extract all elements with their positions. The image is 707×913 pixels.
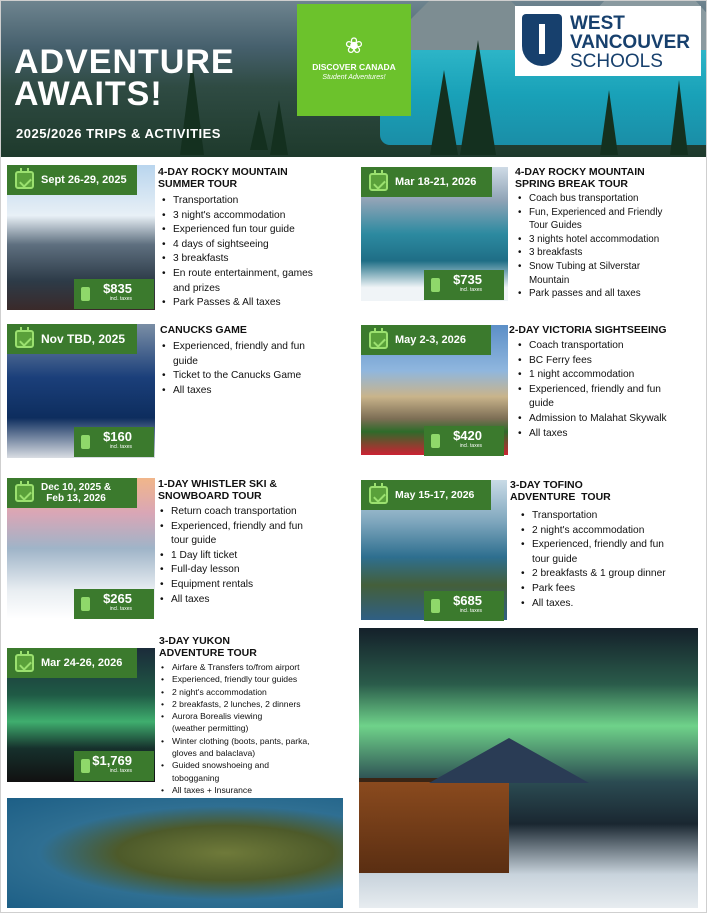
list-item: • Experienced, friendly and fun (158, 520, 353, 535)
calendar-check-icon (369, 173, 388, 191)
list-item-continued: tour guide (532, 553, 578, 565)
trip-date-badge (361, 480, 491, 510)
trip-date-badge (361, 325, 491, 355)
price-note: incl. taxes (459, 443, 482, 449)
price-tag-icon (81, 597, 90, 611)
list-item: • Winter clothing (boots, pants, parka, (159, 735, 355, 747)
price-tag-icon (431, 434, 440, 448)
list-item: • Return coach transportation (158, 505, 353, 520)
list-item: • Experienced, friendly and fun (516, 383, 706, 398)
list-item: • 2 breakfasts, 2 lunches, 2 dinners (159, 698, 355, 710)
price-note: incl. taxes (109, 768, 132, 774)
west-vancouver-schools-logo (515, 6, 701, 76)
logo-tagline: Student Adventures! (322, 74, 386, 81)
trip-price: $685 (453, 593, 482, 608)
trip-title (515, 166, 645, 190)
list-item: • 3 breakfasts (160, 252, 355, 267)
list-item: • 4 days of sightseeing (160, 238, 355, 253)
tree-shape (460, 40, 496, 155)
list-item-continued: Mountain (529, 274, 570, 286)
discover-canada-logo (297, 4, 411, 116)
trip-inclusions-list (519, 509, 705, 611)
trip-title (510, 479, 611, 503)
calendar-check-icon (369, 486, 388, 504)
price-tag-icon (81, 435, 90, 449)
trip-inclusions-list (159, 661, 355, 796)
trip-date-badge (7, 648, 137, 678)
list-item: • Experienced, friendly and fun (519, 538, 705, 553)
trip-title-line: 1-DAY WHISTLER SKI & (158, 478, 278, 490)
trip-title-line: 4-DAY ROCKY MOUNTAIN (158, 166, 288, 178)
calendar-check-icon (15, 171, 34, 189)
list-item-continued: (weather permitting) (172, 723, 249, 734)
list-item-continued: guide (173, 355, 198, 367)
list-item: • Park fees (519, 582, 705, 597)
list-item: • Transportation (160, 194, 355, 209)
title-line-1: ADVENTURE (14, 43, 235, 81)
trip-inclusions-list (516, 339, 706, 441)
list-item: • En route entertainment, games (160, 267, 355, 282)
trip-inclusions-list (160, 194, 355, 311)
price-badge (74, 279, 154, 309)
school-logo-line: SCHOOLS (570, 51, 663, 72)
trip-title (160, 324, 247, 336)
price-badge (424, 270, 504, 300)
trip-title-line: 2-DAY VICTORIA SIGHTSEEING (509, 324, 667, 336)
list-item: • Park passes and all taxes (516, 287, 704, 301)
trip-title (158, 166, 288, 190)
list-item: • Experienced, friendly tour guides (159, 673, 355, 685)
list-item: • Aurora Borealis viewing (159, 710, 355, 722)
price-badge (74, 751, 154, 781)
trip-title-line: SNOWBOARD TOUR (158, 490, 262, 502)
list-item: • Full-day lesson (158, 563, 353, 578)
list-item: • Guided snowshoeing and (159, 759, 355, 771)
calendar-check-icon (15, 654, 34, 672)
list-item: • BC Ferry fees (516, 354, 706, 369)
price-badge (424, 426, 504, 456)
list-item: • Experienced fun tour guide (160, 223, 355, 238)
list-item: • 1 night accommodation (516, 368, 706, 383)
trip-title-line: ADVENTURE TOUR (159, 647, 257, 659)
trip-date-badge (7, 165, 137, 195)
trip-price: $420 (453, 428, 482, 443)
list-item: • 1 Day lift ticket (158, 549, 353, 564)
trip-title-line: SUMMER TOUR (158, 178, 238, 190)
trip-price: $735 (453, 272, 482, 287)
trip-title (509, 324, 667, 336)
trip-title-line: ADVENTURE TOUR (510, 491, 611, 503)
tree-shape (270, 100, 288, 155)
header-banner (0, 0, 707, 157)
price-tag-icon (81, 287, 90, 301)
list-item: • 3 breakfasts (516, 246, 704, 260)
trip-date-line: Feb 13, 2026 (46, 493, 106, 504)
calendar-check-icon (15, 330, 34, 348)
price-badge (74, 589, 154, 619)
trip-date: May 2-3, 2026 (395, 334, 466, 346)
trip-price: $1,769 (92, 753, 132, 768)
list-item: • Coach bus transportation (516, 192, 704, 206)
list-item: • All taxes (158, 593, 353, 608)
trip-price: $160 (103, 429, 132, 444)
calendar-check-icon (15, 484, 34, 502)
list-item: • 3 night's accommodation (160, 209, 355, 224)
maple-leaf-icon: ❀ (344, 33, 364, 58)
school-logo-text (570, 14, 690, 71)
trip-date: Mar 18-21, 2026 (395, 176, 477, 188)
price-tag-icon (431, 599, 440, 613)
list-item-continued: and prizes (173, 282, 221, 294)
trip-date: May 15-17, 2026 (395, 489, 475, 501)
list-item: • Airfare & Transfers to/from airport (159, 661, 355, 673)
price-note: incl. taxes (109, 444, 132, 450)
price-tag-icon (81, 759, 90, 773)
tree-shape (670, 80, 688, 155)
list-item-continued: gloves and balaclava) (172, 748, 256, 759)
list-item: • All taxes (516, 427, 706, 442)
list-item: • All taxes. (519, 597, 705, 612)
price-badge (74, 427, 154, 457)
trip-date-line: Dec 10, 2025 & (41, 482, 112, 493)
trip-date-badge (361, 167, 492, 197)
list-item: • Transportation (519, 509, 705, 524)
tree-shape (600, 90, 618, 155)
lighthouse-shield-icon (522, 14, 562, 66)
tree-shape (430, 70, 458, 155)
trip-date-badge (7, 324, 137, 354)
list-item: • 2 night's accommodation (159, 686, 355, 698)
price-tag-icon (431, 278, 440, 292)
list-item-continued: tobogganing (172, 772, 220, 783)
page-subtitle: 2025/2026 TRIPS & ACTIVITIES (16, 126, 221, 141)
page-title (14, 43, 235, 113)
logo-name: DISCOVER CANADA (312, 62, 396, 72)
trip-title-line: 3-DAY YUKON (159, 635, 230, 647)
cabin-roof-shape (429, 738, 589, 783)
price-badge (424, 591, 504, 621)
price-note: incl. taxes (109, 296, 132, 302)
list-item: • 2 night's accommodation (519, 524, 705, 539)
list-item: • Coach transportation (516, 339, 706, 354)
list-item-continued: tour guide (171, 535, 217, 547)
log-cabin-shape (359, 778, 509, 873)
list-item: • Experienced, friendly and fun (160, 340, 355, 355)
list-item: • All taxes + Insurance (159, 784, 355, 796)
school-logo-line: WEST (570, 13, 625, 34)
trip-title-line: CANUCKS GAME (160, 324, 247, 336)
trip-inclusions-list (160, 340, 355, 398)
list-item: • Park Passes & All taxes (160, 296, 355, 311)
trip-inclusions-list (516, 192, 704, 301)
trip-title-line: 3-DAY TOFINO (510, 479, 583, 491)
trip-date: Nov TBD, 2025 (41, 332, 126, 346)
title-line-2: AWAITS! (14, 75, 163, 113)
aurora-cabin-photo (359, 628, 698, 908)
coastline-aerial-photo (7, 798, 343, 908)
list-item: • Ticket to the Canucks Game (160, 369, 355, 384)
price-note: incl. taxes (459, 287, 482, 293)
trip-price: $265 (103, 591, 132, 606)
list-item: • Fun, Experienced and Friendly (516, 206, 704, 220)
list-item: • Admission to Malahat Skywalk (516, 412, 706, 427)
list-item-continued: guide (529, 398, 554, 410)
trip-price: $835 (103, 281, 132, 296)
trip-date-badge (7, 478, 137, 508)
list-item: • 3 nights hotel accommodation (516, 233, 704, 247)
trip-inclusions-list (158, 505, 353, 607)
trip-date (41, 482, 111, 504)
price-note: incl. taxes (109, 606, 132, 612)
trip-date: Mar 24-26, 2026 (41, 657, 123, 669)
trip-title (159, 635, 257, 659)
list-item: • Equipment rentals (158, 578, 353, 593)
tree-shape (250, 110, 268, 150)
price-note: incl. taxes (459, 608, 482, 614)
school-logo-line: VANCOUVER (570, 32, 690, 53)
trip-title-line: SPRING BREAK TOUR (515, 178, 628, 190)
list-item: • Snow Tubing at Silverstar (516, 260, 704, 274)
trip-title-line: 4-DAY ROCKY MOUNTAIN (515, 166, 645, 178)
list-item-continued: Tour Guides (529, 220, 582, 232)
trip-date: Sept 26-29, 2025 (41, 174, 127, 186)
list-item: • All taxes (160, 384, 355, 399)
list-item: • 2 breakfasts & 1 group dinner (519, 567, 705, 582)
calendar-check-icon (369, 331, 388, 349)
trip-title (158, 478, 277, 502)
